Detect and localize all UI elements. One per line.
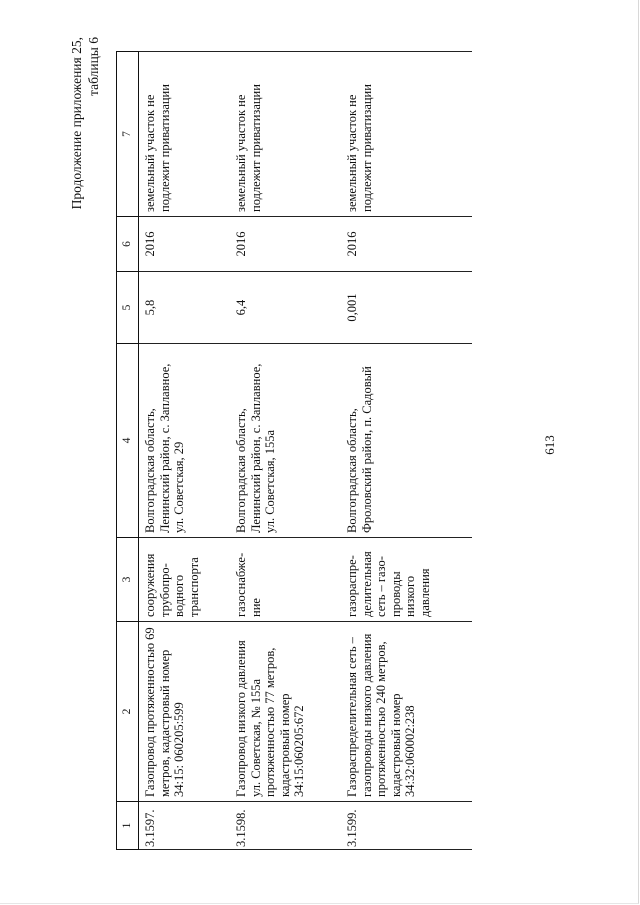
table-row [341, 52, 472, 850]
appendix-table [116, 51, 472, 850]
row-number: 3.1599. [341, 802, 472, 850]
column-header: 1 [117, 802, 139, 850]
continuation-line-2: таблицы 6 [86, 37, 101, 96]
column-header: 6 [117, 217, 139, 272]
object-type: газораспре-делительная сеть – газо-проводы низкого давления [341, 538, 472, 622]
object-address: Волгоградская область, Фроловский район, п. Садовый [341, 344, 472, 538]
object-name: Газораспределительная сеть – газопроводы низкого давления протяженностью 240 метров, кадастровый номер 34:32:060002:238 [341, 622, 472, 802]
column-header: 2 [117, 622, 139, 802]
column-header: 4 [117, 344, 139, 538]
column-header: 3 [117, 538, 139, 622]
object-type: сооружения трубопро-водного транспорта [139, 538, 231, 622]
object-note: земельный участок не подлежит приватизации [341, 52, 472, 217]
object-year: 2016 [230, 217, 341, 272]
object-year: 2016 [139, 217, 231, 272]
object-area: 6,4 [230, 272, 341, 344]
object-name: Газопровод протяженностью 69 метров, кадастровый номер 34:15: 060205:599 [139, 622, 231, 802]
object-area: 5,8 [139, 272, 231, 344]
object-name: Газопровод низкого давления ул. Советская, № 155а протяженностью 77 метров, кадастровый номер 34:15:060205:672 [230, 622, 341, 802]
object-note: земельный участок не подлежит приватизации [139, 52, 231, 217]
row-number: 3.1597. [139, 802, 231, 850]
object-type: газоснабже-ние [230, 538, 341, 622]
continuation-caption [68, 37, 102, 209]
object-year: 2016 [341, 217, 472, 272]
object-note: земельный участок не подлежит приватизации [230, 52, 341, 217]
object-address: Волгоградская область, Ленинский район, с. Заплавное, ул. Советская, 155а [230, 344, 341, 538]
table-row [139, 52, 231, 850]
table-row [230, 52, 341, 850]
column-header: 7 [117, 52, 139, 217]
object-area: 0,001 [341, 272, 472, 344]
continuation-line-1: Продолжение приложения 25, [69, 37, 84, 210]
page-number: 613 [542, 435, 557, 455]
row-number: 3.1598. [230, 802, 341, 850]
object-address: Волгоградская область, Ленинский район, с. Заплавное, ул. Советская, 29 [139, 344, 231, 538]
table-header-row [117, 52, 139, 850]
column-header: 5 [117, 272, 139, 344]
